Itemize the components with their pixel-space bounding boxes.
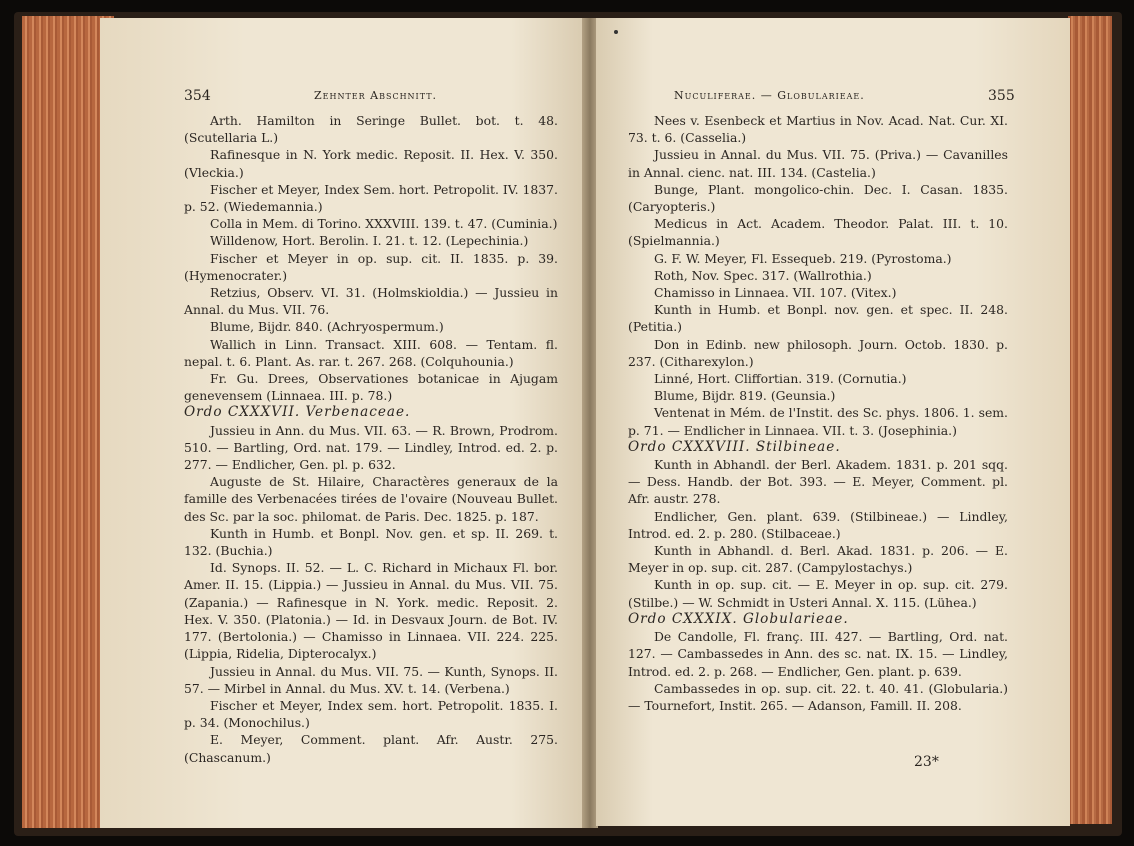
page-number: 354 [184, 88, 211, 104]
entry-line: Blume, Bijdr. 819. (Geunsia.) [654, 388, 836, 404]
entry-line: Wallich in Linn. Transact. XIII. 608. — Tentam. fl. nepal. t. 6. Plant. As. rar. t. 267. 268. (Colquhounia.) [184, 336, 558, 369]
entry-line: Blume, Bijdr. 840. (Achryospermum.) [210, 319, 444, 335]
right-page [596, 18, 1070, 826]
page-edges-right [1068, 16, 1112, 824]
entry-line: Nees v. Esenbeck et Martius in Nov. Acad. Nat. Cur. XI. 73. t. 6. (Casselia.) [628, 113, 1008, 146]
ordo-heading: Ordo CXXXVII. Verbenaceae. [184, 404, 411, 421]
entry-line: Kunth in Humb. et Bonpl. Nov. gen. et sp. II. 269. t. 132. (Buchia.) [184, 525, 558, 559]
entry-line: Don in Edinb. new philosoph. Journ. Octob. 1830. p. 237. (Citharexylon.) [628, 336, 1008, 369]
entry-line: Kunth in op. sup. cit. — E. Meyer in op. sup. cit. 279. (Stilbe.) — W. Schmidt in Usteri Annal. X. 115. (Lühea.) [628, 577, 1008, 610]
entry-line: Id. Synops. II. 52. — L. C. Richard in Michaux Fl. bor. Amer. II. 15. (Lippia.) — Jussieu in Annal. du Mus. VII. 75. (Zapania.) — Rafinesque in N. York. medic. Reposit. 2. Hex. V. 350. (Platonia.) — Id. in Desvaux Journ. de Bot. IV. 177. (Bertolonia.) — Chamisso in Linnaea. VII. 224. 225. (Lippia, Ridelia, Dipterocalyx.) [184, 560, 558, 662]
entry-line: Willdenow, Hort. Berolin. I. 21. t. 12. (Lepechinia.) [210, 233, 529, 249]
signature-mark: 23* [914, 754, 939, 770]
entry-line: Endlicher, Gen. plant. 639. (Stilbineae.) — Lindley, Introd. ed. 2. p. 280. (Stilbaceae.) [628, 508, 1008, 541]
left-page [100, 18, 584, 828]
ink-spot [614, 30, 618, 34]
entry-line: Fr. Gu. Drees, Observationes botanicae in Ajugam genevensem (Linnaea. III. p. 78.) [184, 371, 558, 404]
entry-line: Cambassedes in op. sup. cit. 22. t. 40. 41. (Globularia.) — Tournefort, Instit. 265. — Adanson, Famill. II. 208. [628, 680, 1008, 713]
entry-line: De Candolle, Fl. franç. III. 427. — Bartling, Ord. nat. 127. — Cambassedes in Ann. des sc. nat. IX. 15. — Lindley, Introd. ed. 2. p. 268. — Endlicher, Gen. plant. p. 639. [628, 629, 1008, 679]
entry-line: Bunge, Plant. mongolico-chin. Dec. I. Casan. 1835. (Caryopteris.) [628, 181, 1008, 215]
entry-line: Kunth in Abhandl. d. Berl. Akad. 1831. p. 206. — E. Meyer in op. sup. cit. 287. (Campylostachys.) [628, 543, 1008, 576]
entry-line: E. Meyer, Comment. plant. Afr. Austr. 275. (Chascanum.) [184, 732, 558, 765]
entry-line: Medicus in Act. Academ. Theodor. Palat. III. t. 10. (Spielmannia.) [628, 216, 1008, 249]
entry-line: Fischer et Meyer, Index Sem. hort. Petropolit. IV. 1837. p. 52. (Wiedemannia.) [184, 181, 558, 215]
entry-line: Jussieu in Ann. du Mus. VII. 63. — R. Brown, Prodrom. 510. — Bartling, Ord. nat. 179. — Lindley, Introd. ed. 2. p. 277. — Endlicher, Gen. pl. p. 632. [184, 422, 558, 473]
entry-line: Rafinesque in N. York medic. Reposit. II. Hex. V. 350. (Vleckia.) [184, 147, 558, 180]
running-head: Zehnter Abschnitt. [314, 89, 438, 102]
entry-line: Jussieu in Annal. du Mus. VII. 75. — Kunth, Synops. II. 57. — Mirbel in Annal. du Mus. XV. t. 14. (Verbena.) [184, 663, 558, 696]
running-head: Nuculiferae. — Globularieae. [674, 89, 865, 102]
left-text-block [184, 112, 558, 766]
right-text-block [628, 112, 1008, 714]
ordo-heading: Ordo CXXXVIII. Stilbineae. [628, 438, 841, 455]
entry-line: Ventenat in Mém. de l'Instit. des Sc. phys. 1806. 1. sem. p. 71. — Endlicher in Linnaea. VII. t. 3. (Josephinia.) [628, 405, 1008, 438]
entry-line: Kunth in Humb. et Bonpl. nov. gen. et spec. II. 248. (Petitia.) [628, 302, 1008, 335]
entry-line: Jussieu in Annal. du Mus. VII. 75. (Priva.) — Cavanilles in Annal. cienc. nat. III. 134. (Castelia.) [628, 147, 1008, 180]
entry-line: Roth, Nov. Spec. 317. (Wallrothia.) [654, 267, 872, 283]
entry-line: Kunth in Abhandl. der Berl. Akadem. 1831. p. 201 sqq. — Dess. Handb. der Bot. 393. — E. Meyer, Comment. pl. Afr. austr. 278. [628, 457, 1008, 507]
entry-line: Fischer et Meyer, Index sem. hort. Petropolit. 1835. I. p. 34. (Monochilus.) [184, 697, 558, 731]
right-header [596, 88, 1070, 108]
entry-line: Arth. Hamilton in Seringe Bullet. bot. t. 48. (Scutellaria L.) [184, 113, 558, 146]
entry-line: Chamisso in Linnaea. VII. 107. (Vitex.) [654, 285, 897, 301]
entry-line: Retzius, Observ. VI. 31. (Holmskioldia.) — Jussieu in Annal. du Mus. VII. 76. [184, 285, 558, 318]
page-number: 355 [988, 88, 1015, 104]
entry-line: Colla in Mem. di Torino. XXXVIII. 139. t. 47. (Cuminia.) [210, 216, 558, 232]
ordo-heading: Ordo CXXXIX. Globularieae. [628, 610, 849, 627]
entry-line: Auguste de St. Hilaire, Charactères generaux de la famille des Verbenacées tirées de l'ovaire (Nouveau Bullet. des Sc. par la soc. philomat. de Paris. Dec. 1825. p. 187. [184, 474, 558, 524]
entry-line: G. F. W. Meyer, Fl. Essequeb. 219. (Pyrostoma.) [654, 250, 952, 266]
entry-line: Linné, Hort. Cliffortian. 319. (Cornutia.) [654, 371, 907, 387]
entry-line: Fischer et Meyer in op. sup. cit. II. 1835. p. 39. (Hymenocrater.) [184, 250, 558, 283]
left-header [100, 88, 584, 108]
